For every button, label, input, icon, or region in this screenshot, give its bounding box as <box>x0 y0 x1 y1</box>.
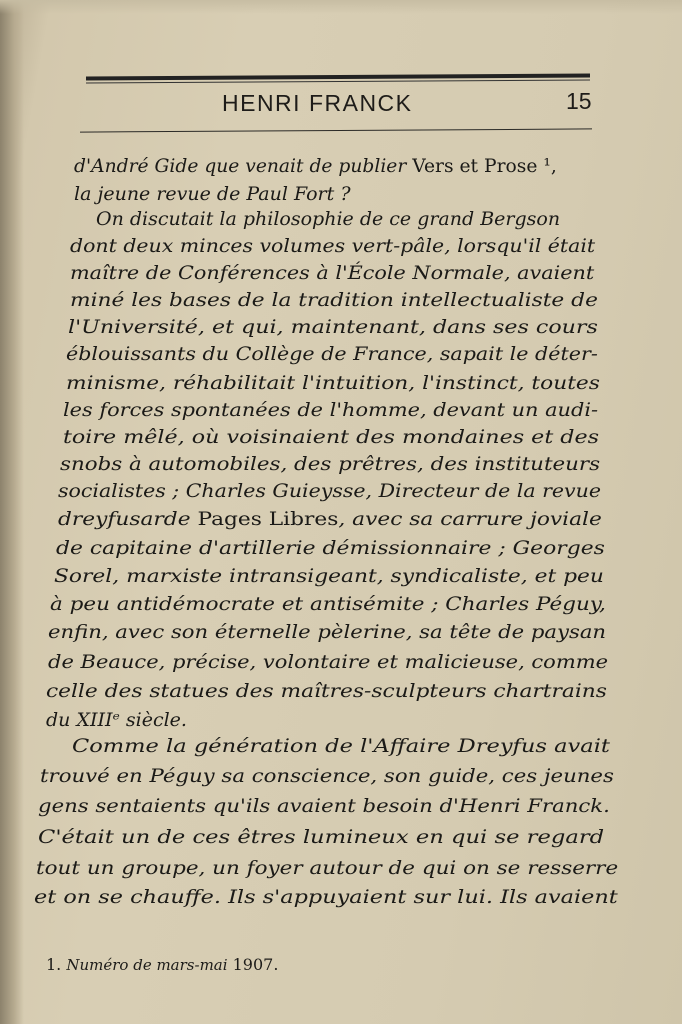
text-line <box>56 537 605 559</box>
text-line <box>38 795 610 817</box>
text-line <box>58 480 601 502</box>
text-line <box>36 857 618 879</box>
text-line <box>46 680 607 702</box>
text-line <box>70 262 594 284</box>
text-line <box>40 765 614 787</box>
text-span: et on se chauffe. Ils s'appuyaient sur lui. Ils avaient <box>34 886 618 908</box>
text-line <box>58 508 602 530</box>
text-span: miné les bases de la tradition intellectualiste de <box>70 289 598 311</box>
header-underline-rule <box>80 128 592 132</box>
text-span: dont deux minces volumes vert-pâle, lorsqu'il était <box>70 235 596 257</box>
text-line <box>74 155 557 177</box>
text-span: de capitaine d'artillerie démissionnaire ; Georges <box>56 537 605 559</box>
text-span: éblouissants du Collège de France, sapait le déter- <box>66 343 598 365</box>
text-line <box>38 826 604 848</box>
text-line <box>72 735 610 757</box>
text-line <box>63 399 598 421</box>
text-line <box>66 343 598 365</box>
text-line <box>68 316 598 338</box>
text-span: la jeune revue de Paul Fort ? <box>74 183 351 205</box>
text-span: trouvé en Péguy sa conscience, son guide, ces jeunes <box>40 765 614 787</box>
footnote-year: 1907. <box>232 955 279 974</box>
text-span: Sorel, marxiste intransigeant, syndicaliste, et peu <box>54 565 604 587</box>
text-span: ¹, <box>537 155 557 177</box>
text-span: Pages Libres <box>197 508 339 530</box>
text-line <box>66 372 600 394</box>
text-line <box>34 886 618 908</box>
footnote <box>46 955 278 974</box>
running-title: HENRI FRANCK <box>222 90 413 116</box>
text-span: du XIIIᵉ siècle. <box>46 709 187 731</box>
text-line <box>63 426 599 448</box>
text-span: toire mêlé, où voisinaient des mondaines et des <box>63 426 600 448</box>
text-span: socialistes ; Charles Guieysse, Directeur de la revue <box>58 480 602 502</box>
text-span: Comme la génération de l'Affaire Dreyfus avait <box>72 735 610 757</box>
text-span: celle des statues des maîtres-sculpteurs chartrains <box>46 680 607 702</box>
text-span: Vers et Prose <box>412 155 538 177</box>
text-span: snobs à automobiles, des prêtres, des instituteurs <box>60 453 601 475</box>
text-span: à peu antidémocrate et antisémite ; Charles Péguy, <box>50 593 606 615</box>
text-span: On discutait la philosophie de ce grand Bergson <box>96 208 561 230</box>
text-span: maître de Conférences à l'École Normale, avaient <box>70 262 595 284</box>
text-span: les forces spontanées de l'homme, devant un audi- <box>63 399 599 421</box>
text-span: gens sentaients qu'ils avaient besoin d'Henri Franck. <box>38 795 610 817</box>
page-top-edge <box>0 0 682 14</box>
text-span: , avec sa carrure joviale <box>338 508 602 530</box>
page-gutter-shadow <box>0 0 24 1024</box>
page-number: 15 <box>566 88 592 114</box>
text-span: C'était un de ces êtres lumineux en qui se regard <box>38 826 605 848</box>
text-line <box>74 183 351 205</box>
footnote-number: 1. <box>46 955 62 974</box>
text-line <box>54 565 604 587</box>
text-line <box>70 235 595 257</box>
text-line <box>48 651 608 673</box>
text-line <box>50 593 606 615</box>
text-span: tout un groupe, un foyer autour de qui on se resserre <box>36 857 619 879</box>
text-span: l'Université, et qui, maintenant, dans ses cours <box>68 316 598 338</box>
text-span: enfin, avec son éternelle pèlerine, sa tête de paysan <box>48 621 607 643</box>
text-span: dreyfusarde <box>58 508 198 530</box>
text-span: de Beauce, précise, volontaire et malicieuse, comme <box>48 651 609 673</box>
text-line <box>60 453 600 475</box>
text-line <box>96 208 560 230</box>
text-span: d'André Gide que venait de publier <box>74 155 413 177</box>
text-span: minisme, réhabilitait l'intuition, l'instinct, toutes <box>66 372 600 394</box>
text-line <box>46 709 187 731</box>
text-line <box>48 621 606 643</box>
footnote-text: Numéro de mars-mai <box>66 956 228 974</box>
text-line <box>70 289 598 311</box>
